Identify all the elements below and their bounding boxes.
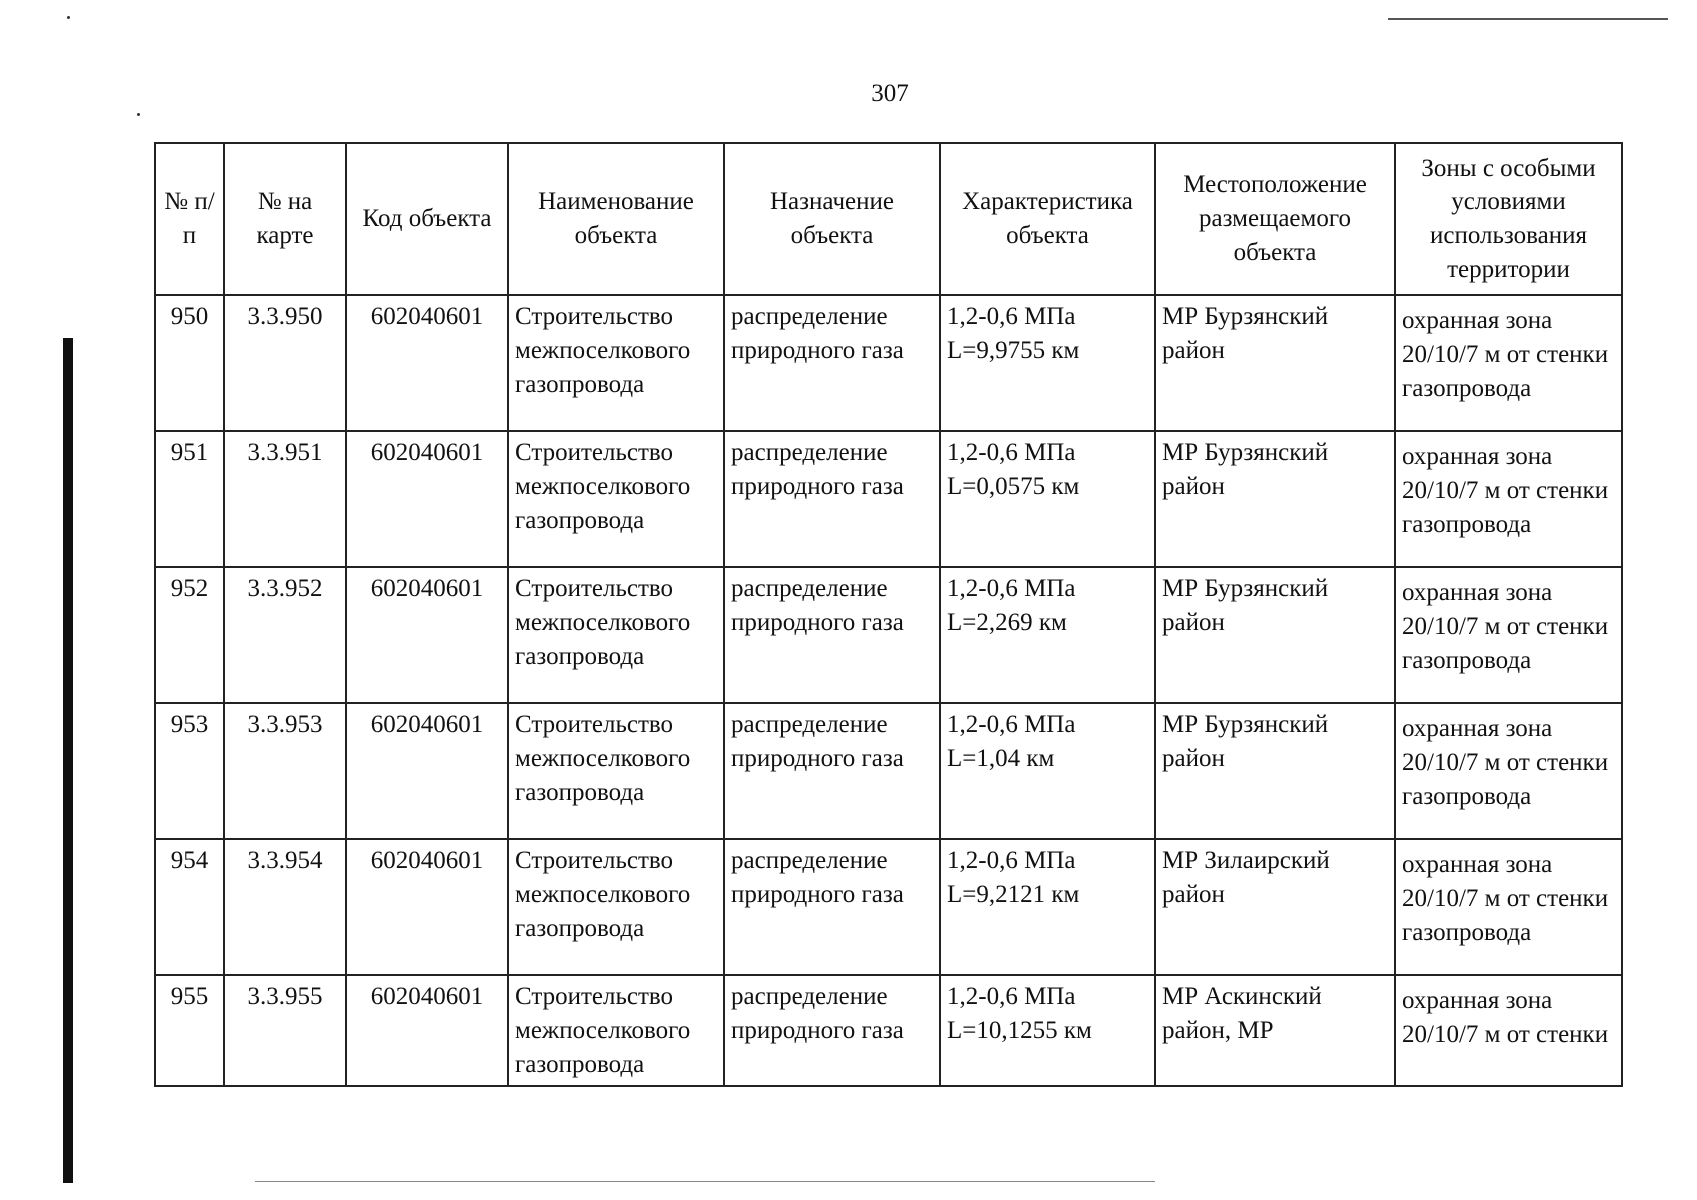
cell-location: МР Бурзянский район — [1155, 703, 1395, 839]
cell-characteristic — [940, 839, 1155, 975]
scan-artifact-dot — [137, 113, 140, 116]
header-map-num: № на карте — [224, 143, 346, 295]
cell-map-num: 3.3.950 — [224, 295, 346, 431]
cell-map-num: 3.3.955 — [224, 975, 346, 1086]
table-row — [155, 431, 1622, 567]
cell-location: МР Зилаирский район — [1155, 839, 1395, 975]
cell-code: 602040601 — [346, 975, 508, 1086]
cell-characteristic — [940, 703, 1155, 839]
cell-pressure: 1,2-0,6 МПа — [947, 847, 1076, 874]
cell-name: Строительство межпоселкового газопровода — [508, 975, 724, 1086]
scan-artifact-line — [255, 1181, 1155, 1182]
cell-zone: охранная зона 20/10/7 м от стенки газопровода — [1395, 295, 1622, 431]
cell-purpose: распределение природного газа — [724, 295, 940, 431]
cell-code: 602040601 — [346, 295, 508, 431]
cell-purpose: распределение природного газа — [724, 567, 940, 703]
cell-num: 952 — [155, 567, 224, 703]
cell-pressure: 1,2-0,6 МПа — [947, 575, 1076, 602]
cell-name: Строительство межпоселкового газопровода — [508, 839, 724, 975]
cell-zone: охранная зона 20/10/7 м от стенки газопровода — [1395, 703, 1622, 839]
header-purpose: Назначение объекта — [724, 143, 940, 295]
cell-purpose: распределение природного газа — [724, 975, 940, 1086]
cell-num: 951 — [155, 431, 224, 567]
header-zones: Зоны с особыми условиями использования территории — [1395, 143, 1622, 295]
cell-length: L=9,9755 км — [947, 336, 1080, 364]
scan-artifact-bar — [63, 338, 73, 1183]
table-header-row — [155, 143, 1622, 295]
cell-name: Строительство межпоселкового газопровода — [508, 431, 724, 567]
table-row — [155, 703, 1622, 839]
cell-zone: охранная зона 20/10/7 м от стенки — [1395, 975, 1622, 1086]
cell-map-num: 3.3.952 — [224, 567, 346, 703]
cell-code: 602040601 — [346, 567, 508, 703]
table-row — [155, 295, 1622, 431]
cell-name: Строительство межпоселкового газопровода — [508, 567, 724, 703]
scan-artifact-dot — [67, 16, 70, 19]
scan-artifact-line — [1388, 18, 1668, 20]
cell-location: МР Бурзянский район — [1155, 431, 1395, 567]
cell-location: МР Бурзянский район — [1155, 295, 1395, 431]
cell-characteristic — [940, 431, 1155, 567]
cell-purpose: распределение природного газа — [724, 431, 940, 567]
objects-table — [154, 142, 1623, 1087]
cell-location: МР Бурзянский район — [1155, 567, 1395, 703]
cell-length: L=10,1255 км — [947, 1016, 1092, 1044]
header-characteristic: Характеристика объекта — [940, 143, 1155, 295]
cell-purpose: распределение природного газа — [724, 839, 940, 975]
cell-pressure: 1,2-0,6 МПа — [947, 983, 1076, 1010]
page-number: 307 — [871, 80, 909, 107]
cell-code: 602040601 — [346, 703, 508, 839]
cell-characteristic — [940, 295, 1155, 431]
cell-characteristic — [940, 567, 1155, 703]
header-code: Код объекта — [346, 143, 508, 295]
cell-code: 602040601 — [346, 839, 508, 975]
cell-map-num: 3.3.954 — [224, 839, 346, 975]
cell-map-num: 3.3.951 — [224, 431, 346, 567]
cell-length: L=9,2121 км — [947, 880, 1080, 908]
cell-length: L=1,04 км — [947, 744, 1055, 772]
cell-pressure: 1,2-0,6 МПа — [947, 439, 1076, 466]
header-name: Наименование объекта — [508, 143, 724, 295]
cell-characteristic — [940, 975, 1155, 1086]
header-location: Местоположение размещаемого объекта — [1155, 143, 1395, 295]
cell-length: L=2,269 км — [947, 608, 1067, 636]
cell-purpose: распределение природного газа — [724, 703, 940, 839]
cell-length: L=0,0575 км — [947, 472, 1080, 500]
cell-pressure: 1,2-0,6 МПа — [947, 303, 1076, 330]
cell-zone: охранная зона 20/10/7 м от стенки газопровода — [1395, 431, 1622, 567]
cell-map-num: 3.3.953 — [224, 703, 346, 839]
header-num: № п/п — [155, 143, 224, 295]
cell-num: 955 — [155, 975, 224, 1086]
cell-zone: охранная зона 20/10/7 м от стенки газопровода — [1395, 839, 1622, 975]
cell-pressure: 1,2-0,6 МПа — [947, 711, 1076, 738]
table-row — [155, 567, 1622, 703]
cell-location: МР Аскинский район, МР — [1155, 975, 1395, 1086]
cell-name: Строительство межпоселкового газопровода — [508, 703, 724, 839]
cell-code: 602040601 — [346, 431, 508, 567]
cell-num: 950 — [155, 295, 224, 431]
table-row — [155, 839, 1622, 975]
cell-name: Строительство межпоселкового газопровода — [508, 295, 724, 431]
cell-zone: охранная зона 20/10/7 м от стенки газопровода — [1395, 567, 1622, 703]
cell-num: 954 — [155, 839, 224, 975]
cell-num: 953 — [155, 703, 224, 839]
table-row — [155, 975, 1622, 1086]
